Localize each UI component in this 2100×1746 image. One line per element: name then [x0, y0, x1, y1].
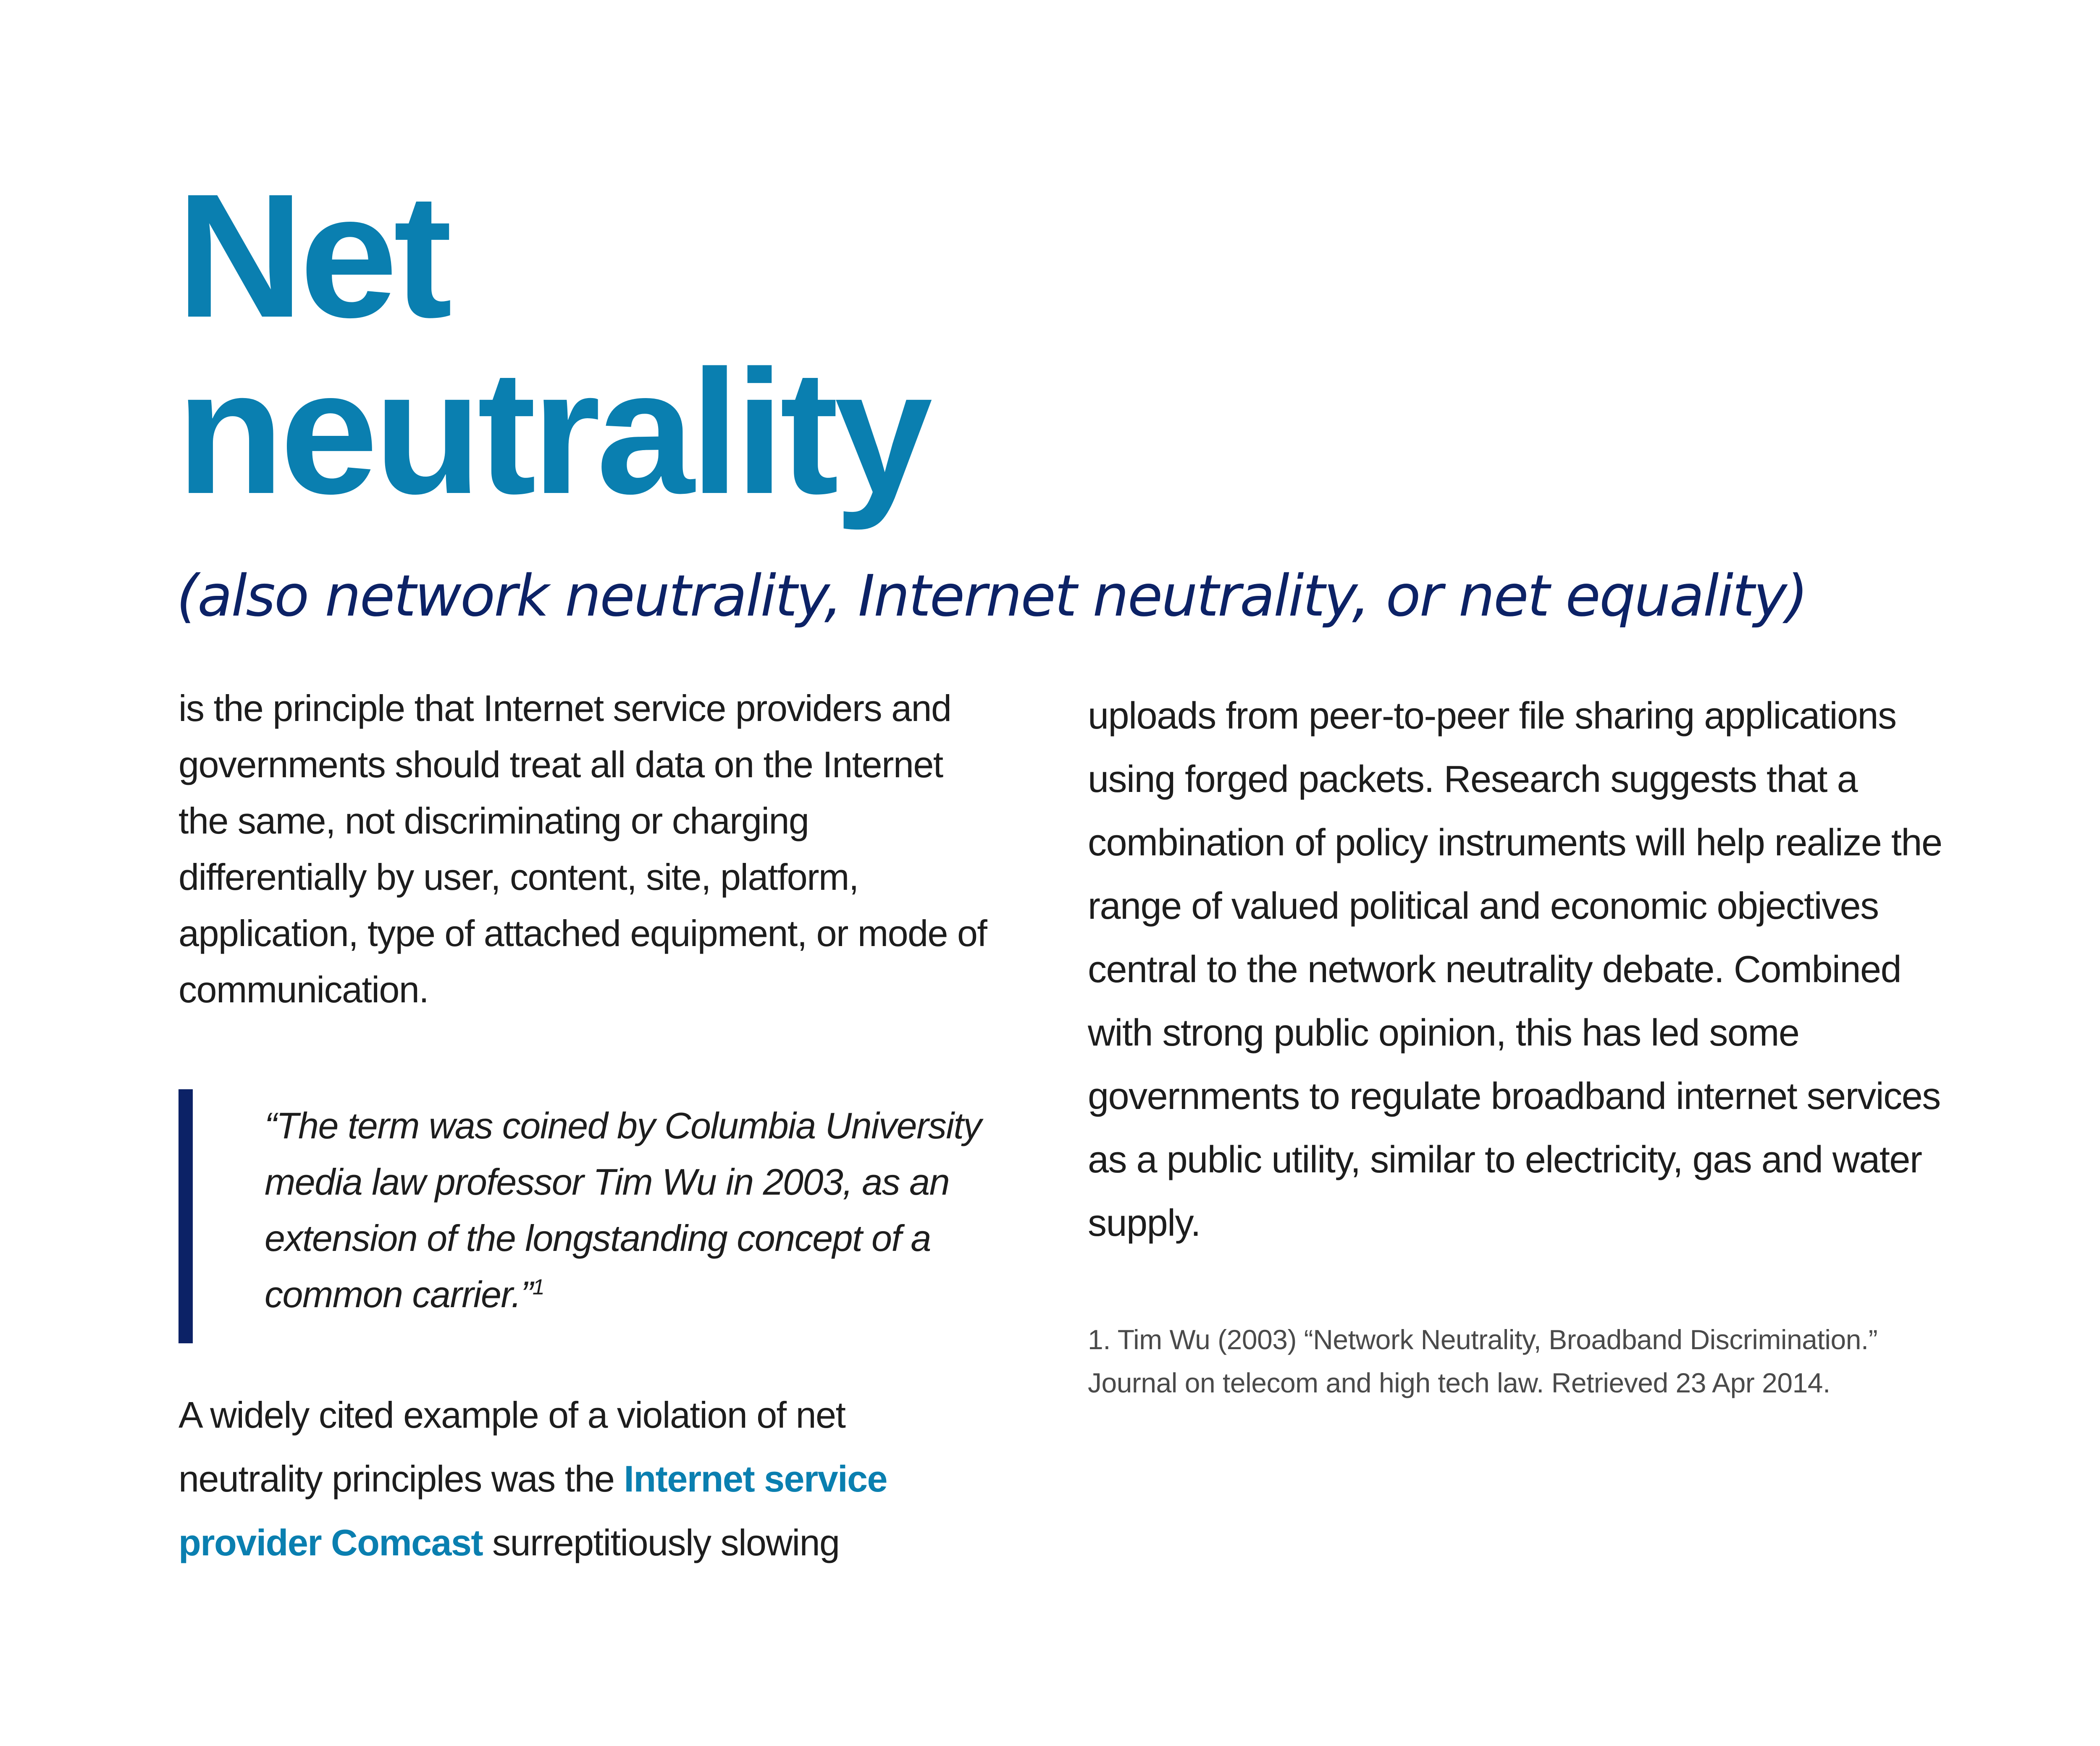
title-line-1: Net: [176, 157, 448, 354]
quote-text: [265, 1089, 998, 1323]
title-line-2: neutrality: [176, 334, 929, 531]
left-column: [178, 680, 998, 1575]
footnote: 1. Tim Wu (2003) “Network Neutrality, Broadband Discrimination.” Journal on telecom and high tech law. Retrieved 23 Apr 2014.: [1088, 1324, 1878, 1398]
blockquote: [178, 1089, 998, 1341]
right-column: [1088, 684, 1949, 1405]
page-title: [176, 157, 929, 531]
page-subtitle: (also network neutrality, Internet neutrality, or net equality): [176, 563, 1807, 629]
quote-body: “The term was coined by Columbia University media law professor Tim Wu in 2003, as an extension of the longstanding concept of a common carrier.”: [265, 1105, 981, 1315]
example-text-after: surreptitiously slowing: [483, 1522, 840, 1563]
lead-paragraph: is the principle that Internet service providers and governments should treat all data on the Internet the same, not discriminating or charging differentially by user, content, site, platform, application, type of attached equipment, or mode of communication.: [178, 687, 987, 1010]
quote-bar: [178, 1089, 193, 1343]
example-text-before: A widely cited example of a violation of net neutrality principles was the: [178, 1394, 845, 1500]
right-paragraph: uploads from peer-to-peer file sharing applications using forged packets. Research suggests that a combination of policy instruments will help realize the range of valued political and economic objectives central to the network neutrality debate. Combined with strong public opinion, this has led some governments to regulate broadband internet services as a public utility, similar to electricity, gas and water supply.: [1088, 695, 1942, 1244]
quote-footnote-ref[interactable]: 1: [532, 1275, 544, 1300]
example-paragraph: [178, 1383, 998, 1575]
comcast-link[interactable]: Internet service provider Comcast: [178, 1458, 887, 1563]
